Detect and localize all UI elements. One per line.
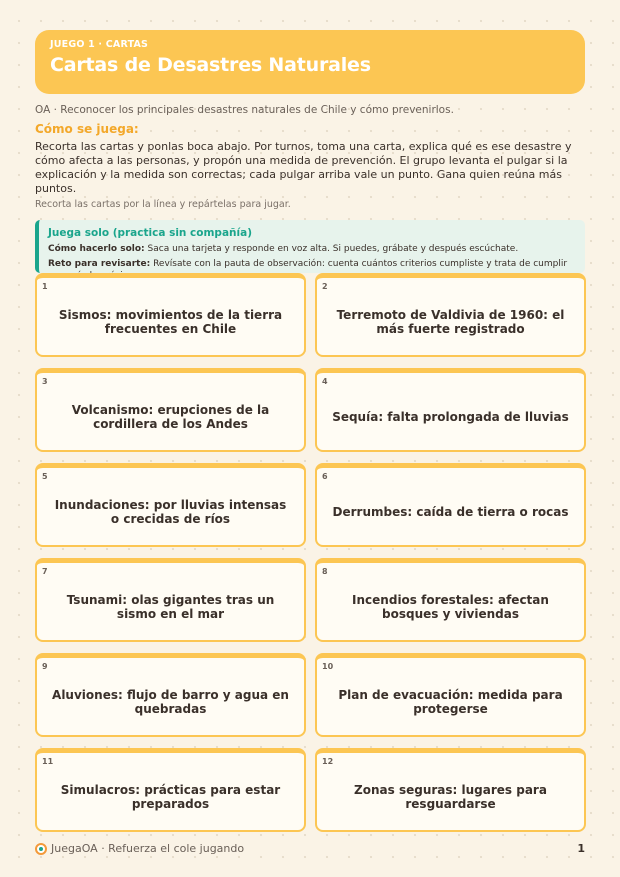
card-number: 10 — [322, 662, 334, 671]
card — [315, 368, 586, 452]
card-text: Aluviones: flujo de barro y agua en quebradas — [52, 687, 289, 716]
card-number: 4 — [322, 377, 328, 386]
learning-objective: OA · Reconocer los principales desastres naturales de Chile y cómo prevenirlos. — [35, 104, 454, 116]
card-number: 8 — [322, 567, 328, 576]
card — [35, 558, 306, 642]
card-text: Tsunami: olas gigantes tras un sismo en el mar — [66, 592, 275, 621]
card-grid — [35, 273, 586, 832]
card-number: 6 — [322, 472, 328, 481]
card-text: Terremoto de Valdivia de 1960: el más fuerte registrado — [336, 307, 565, 336]
solo-challenge-text: Revísate con la pauta de observación: cuenta cuántos criterios cumpliste y trata de cumplir — [153, 259, 568, 269]
solo-how-line — [48, 243, 573, 255]
card-number: 7 — [42, 567, 48, 576]
card-text: Zonas seguras: lugares para resguardarse — [354, 782, 547, 811]
card — [35, 653, 306, 737]
how-to-play-title: Cómo se juega: — [35, 122, 139, 136]
how-to-play-text: Recorta las cartas y ponlas boca abajo. Por turnos, toma una carta, explica qué es ese desastre y cómo afecta a las personas, y propón una medida de prevención. El grupo levanta el pulgar si la explicación y la medida son correctas; cada pulgar arriba vale un punto. Gana quien reúna más puntos. — [35, 140, 572, 195]
page-title: Cartas de Desastres Naturales — [50, 54, 371, 76]
card-text: Sismos: movimientos de la tierra frecuentes en Chile — [58, 307, 283, 336]
card-number: 3 — [42, 377, 48, 386]
card — [315, 558, 586, 642]
card-number: 12 — [322, 757, 334, 766]
footer-brand: JuegaOA · Refuerza el cole jugando — [51, 842, 245, 855]
footer — [35, 842, 585, 858]
solo-title: Juega solo (practica sin compañía) — [48, 227, 252, 239]
card — [315, 273, 586, 357]
card-text: Simulacros: prácticas para estar preparados — [60, 782, 281, 811]
card-number: 2 — [322, 282, 328, 291]
card-number: 5 — [42, 472, 48, 481]
header-banner — [35, 30, 585, 94]
card — [315, 463, 586, 547]
cut-instructions: Recorta las cartas por la línea y repártelas para jugar. — [35, 199, 291, 210]
card — [315, 748, 586, 832]
page-number: 1 — [577, 842, 585, 855]
solo-how-text: Saca una tarjeta y responde en voz alta. Si puedes, grábate y después escúchate. — [147, 244, 519, 254]
header-kicker: JUEGO 1 · CARTAS — [50, 39, 149, 50]
card-number: 9 — [42, 662, 48, 671]
card-text: Incendios forestales: afectan bosques y viviendas — [352, 592, 549, 621]
solo-play-box — [35, 220, 585, 273]
solo-how-label: Cómo hacerlo solo: — [48, 244, 145, 254]
card — [35, 463, 306, 547]
card — [315, 653, 586, 737]
card-text: Volcanismo: erupciones de la cordillera de los Andes — [71, 402, 270, 431]
card — [35, 748, 306, 832]
card-text: Inundaciones: por lluvias intensas o crecidas de ríos — [54, 497, 287, 526]
worksheet — [35, 30, 585, 273]
card — [35, 368, 306, 452]
card-text: Plan de evacuación: medida para protegerse — [338, 687, 563, 716]
card — [35, 273, 306, 357]
card-number: 11 — [42, 757, 54, 766]
card-text: Sequía: falta prolongada de lluvias — [332, 409, 569, 424]
solo-challenge-label: Reto para revisarte: — [48, 259, 151, 269]
brand-logo-icon — [35, 843, 47, 855]
card-number: 1 — [42, 282, 48, 291]
card-text: Derrumbes: caída de tierra o rocas — [332, 504, 569, 519]
